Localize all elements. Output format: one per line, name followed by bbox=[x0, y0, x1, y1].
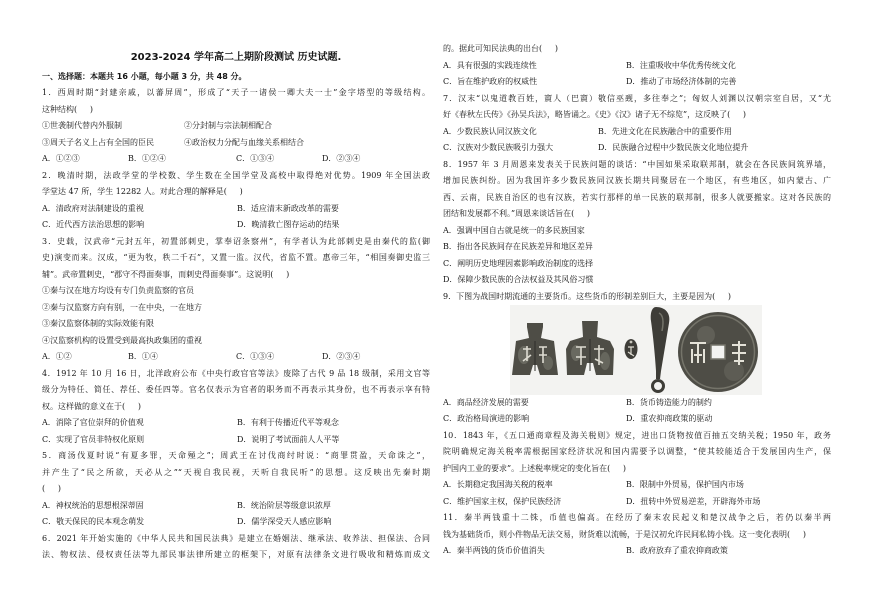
right-column bbox=[443, 41, 831, 560]
option-c: C．旨在维护政府的权威性 bbox=[443, 77, 538, 86]
option-a: A．长期稳定我国海关税的税率 bbox=[443, 480, 553, 489]
question-stem-line: 院明确规定海关税率需根据国家经济状况和国内需要予以调整，“使其较能适合于发展国内生产，保 bbox=[443, 447, 831, 456]
question-stem-line: 护国内工业的要求”。上述税率规定的变化旨在( ) bbox=[443, 463, 627, 473]
question-1 bbox=[42, 85, 430, 168]
question-stem-line: 增加民族纠纷。因为我国许多少数民族同汉族长期共同聚居在一个地区，有些地区，如内蒙古、广 bbox=[443, 176, 831, 185]
question-stem-line: 11．秦半两钱重十二铢，币值也偏高。在经历了秦末农民起义和楚汉战争之后，若仍以秦半两 bbox=[443, 513, 831, 522]
statement-item: ③周天子名义上占有全国的臣民 bbox=[42, 137, 154, 147]
question-stem-line: 团结和发展都不利。”周恩来谈话旨在( ) bbox=[443, 209, 591, 218]
statement-item: ②秦与汉监察方向有别，一在中央，一在地方 bbox=[42, 302, 202, 312]
option-b: B．限制中外贸易，保护国内市场 bbox=[626, 480, 744, 489]
statement-item: ③秦汉监察体制的实际效能有限 bbox=[42, 319, 154, 328]
question-10 bbox=[443, 428, 831, 511]
statement-item: ①世袭制代替内外服制 bbox=[42, 121, 122, 130]
options-row bbox=[443, 74, 831, 91]
question-7 bbox=[443, 91, 831, 157]
question-11 bbox=[443, 510, 831, 560]
options-row bbox=[42, 349, 430, 366]
option-d: D．推动了市场经济体制的完善 bbox=[626, 77, 737, 86]
round-coin-icon bbox=[678, 312, 758, 392]
question-stem-line: 7．汉末“以鬼道教百姓，賨人（巴賨）敬信巫觋，多往奉之”；匈奴人刘渊以汉朝宗室自居，又“尤 bbox=[443, 93, 831, 103]
question-stem-line: 10．1843 年，《五口通商章程及海关税则》规定，进出口货物按值百抽五交纳关税；1950 年，政务 bbox=[443, 430, 831, 440]
options-row bbox=[42, 201, 430, 218]
question-stem-line: ( ) bbox=[42, 484, 61, 493]
option-d: D．②③④ bbox=[322, 154, 361, 163]
option-c: C．实现了官员非特权化原则 bbox=[42, 434, 145, 444]
statement-item: ②分封制与宗法制相配合 bbox=[184, 121, 272, 130]
statement-item: ①秦与汉在地方均设有专门负责监察的官员 bbox=[42, 286, 194, 295]
option-b: B．有利于传播近代平等观念 bbox=[237, 418, 339, 427]
option-a: A．神权统治的思想根深蒂固 bbox=[42, 500, 144, 510]
option-c: C．敬天保民的民本观念萌发 bbox=[42, 517, 145, 526]
options-row bbox=[443, 543, 831, 560]
question-stem-line: 钱为基础货币，则小件物品无法交易，财货难以流畅，于是汉初允许民间私铸小钱。这一变化表明( ) bbox=[443, 529, 806, 539]
coin-illustration bbox=[510, 305, 762, 395]
question-stem-line: 法、物权法、侵权责任法等九部民事法律所建立的框架下，对原有法律条文进行吸收和精炼而成文 bbox=[42, 550, 430, 559]
options-row bbox=[443, 140, 831, 157]
question-stem-line: 西、云南，民族自治区的也有汉族，若实行那样的单一民族的联邦制，很多人就要搬家。这对各民族的 bbox=[443, 192, 831, 202]
option-d: D．扭转中外贸易逆差，开辟海外市场 bbox=[626, 496, 761, 506]
ant-nose-coin-icon bbox=[625, 339, 638, 359]
option-d: D．说明了考试面前人人平等 bbox=[237, 434, 340, 444]
options-row bbox=[42, 151, 430, 168]
statement-item: ④汉监察机构的设置受到最高执政集团的重视 bbox=[42, 335, 202, 345]
coin-figure bbox=[443, 305, 831, 395]
option-a: A．清政府对法制建设的重视 bbox=[42, 203, 144, 213]
option-d: D．重农抑商政策的驱动 bbox=[626, 414, 713, 423]
option-d: D．民族融合过程中少数民族文化地位提升 bbox=[598, 143, 749, 152]
statement-row bbox=[42, 118, 430, 135]
question-stem-line: 2．晚清时期，法政学堂的学校数、学生数在全国学堂及高校中取得绝对优势。1909 年全国法政 bbox=[42, 170, 430, 180]
question-stem-line: 学堂达 47 所，学生 12282 人。对此合理的解释是( ) bbox=[42, 187, 243, 196]
question-3 bbox=[42, 234, 430, 366]
options-row bbox=[443, 395, 831, 412]
option-d: D．保障少数民族的合法权益及其风俗习惯 bbox=[443, 275, 594, 284]
option-c: C．阐明历史地理因素影响政治制度的选择 bbox=[443, 258, 594, 268]
option-d: D．儒学深受天人感应影响 bbox=[237, 517, 332, 526]
question-stem-line: 这种结构( ) bbox=[42, 104, 93, 114]
option-b: B．先进文化在民族融合中的重要作用 bbox=[598, 126, 732, 136]
question-5 bbox=[42, 448, 430, 531]
question-stem-line: 辅”。武帝置刺史，“郡守不得面奏事，而刺史得面奏事”。这说明( ) bbox=[42, 269, 290, 279]
question-stem-line: 3．史载，汉武帝“元封五年，初置部刺史，掌奉诏条察州”，有学者认为此部刺史是由秦代的监(御 bbox=[42, 236, 430, 246]
statement-row bbox=[42, 135, 430, 152]
options-row bbox=[443, 477, 831, 494]
options-row bbox=[443, 494, 831, 511]
option-c: C．政治格局演进的影响 bbox=[443, 414, 530, 423]
option-b: B．指出各民族间存在民族差异和地区差异 bbox=[443, 242, 593, 251]
options-row bbox=[443, 58, 831, 75]
section-heading: 一、选择题：本题共 16 小题，每小题 3 分，共 48 分。 bbox=[42, 72, 247, 81]
question-9 bbox=[443, 289, 831, 428]
option-a: A．商品经济发展的需要 bbox=[443, 397, 529, 407]
question-stem-line: 6．2021 年开始实施的《中华人民共和国民法典》是建立在婚姻法、继承法、收养法、担保法、合同 bbox=[42, 533, 430, 543]
option-c: C．①③④ bbox=[236, 154, 275, 163]
option-b: B．政府放弃了重农抑商政策 bbox=[626, 546, 728, 555]
options-row bbox=[42, 432, 430, 449]
option-c: C．近代西方法治思想的影响 bbox=[42, 220, 145, 229]
option-b: B．①④ bbox=[128, 352, 158, 361]
question-4 bbox=[42, 366, 430, 449]
option-c: C．汉族对少数民族吸引力强大 bbox=[443, 143, 554, 152]
question-6-continued bbox=[443, 41, 831, 91]
exam-title: 2023-2024 学年高二上期阶段测试 历史试题. bbox=[130, 52, 342, 63]
statement-item: ④政治权力分配与血缘关系相结合 bbox=[184, 137, 304, 147]
option-d: D．②③④ bbox=[322, 352, 361, 361]
option-a: A．秦半两钱的货币价值消失 bbox=[443, 546, 545, 555]
question-stem-line: 4．1912 年 10 月 16 日，北洋政府公布《中央行政官官等法》废除了古代 9 品 18 级制，采用文官等 bbox=[42, 368, 430, 378]
option-a: A．强调中国自古就是统一的多民族国家 bbox=[443, 225, 585, 235]
option-d: D．晚清救亡图存运动的结果 bbox=[237, 220, 340, 229]
option-b: B．货币铸造能力的制约 bbox=[626, 397, 712, 407]
option-a: A．①② bbox=[42, 352, 72, 361]
option-b: B．注重吸收中华优秀传统文化 bbox=[626, 60, 736, 70]
question-stem-line: 5．商汤伐夏时说“有夏多罪，天命殛之”；周武王在讨伐商纣时说：“商罪贯盈，天命诛之”， bbox=[42, 451, 430, 460]
options-row bbox=[443, 411, 831, 428]
question-stem-line: 好《春秋左氏传》《孙吴兵法》，略皆诵之。《史》《汉》诸子无不综览”，这反映了( ) bbox=[443, 110, 747, 119]
option-a: A．具有很强的实践连续性 bbox=[443, 60, 537, 70]
question-stem-line: 的。据此可知民法典的出台( ) bbox=[443, 44, 558, 53]
option-b: B．统治阶层等级意识浓厚 bbox=[237, 500, 331, 510]
option-a: A．①②③ bbox=[42, 154, 80, 163]
question-stem-line: 8．1957 年 3 月周恩来发表关于民族问题的谈话：“中国如果采取联邦制，就会在各民族间筑界墙， bbox=[443, 159, 831, 169]
question-stem-line: 并产生了“民之所欲，天必从之”“天视自我民视，天听自我民听”的思想。这反映出先秦时期 bbox=[42, 467, 430, 477]
options-row bbox=[42, 498, 430, 515]
options-row bbox=[42, 514, 430, 531]
options-row bbox=[42, 415, 430, 432]
option-c: C．①③④ bbox=[236, 352, 275, 361]
question-6 bbox=[42, 531, 430, 564]
question-stem-line: 1．西周时期“封建亲戚，以蕃屏周”，形成了“天子一诸侯一卿大夫一士”金字塔型的等级结构。 bbox=[42, 88, 430, 97]
question-2 bbox=[42, 168, 430, 234]
option-b: B．适应清末新政改革的需要 bbox=[237, 203, 339, 213]
option-c: C．维护国家主权，保护民族经济 bbox=[443, 496, 562, 506]
question-stem-line: 史)演变而来。汉成，“更为牧，秩二千石”，又置一监。汉代，省监不置。惠帝三年，“相国奏御史监三 bbox=[42, 253, 430, 262]
option-a: A．少数民族认同汉族文化 bbox=[443, 126, 537, 136]
left-column bbox=[42, 85, 430, 564]
options-row bbox=[443, 124, 831, 141]
option-a: A．消除了官位崇拜的价值观 bbox=[42, 418, 144, 427]
question-stem-line: 9．下图为战国时期流通的主要货币。这些货币的形制差别巨大，主要是因为( ) bbox=[443, 291, 732, 301]
question-stem-line: 权。这样做的意义在于( ) bbox=[42, 401, 141, 411]
question-8 bbox=[443, 157, 831, 289]
question-stem-line: 级分为特任、简任、荐任、委任四等。官名仅表示为官者的职务而不再表示其身份，也不再表示享有特 bbox=[42, 385, 430, 394]
options-row bbox=[42, 217, 430, 234]
option-b: B．①②④ bbox=[128, 154, 166, 163]
